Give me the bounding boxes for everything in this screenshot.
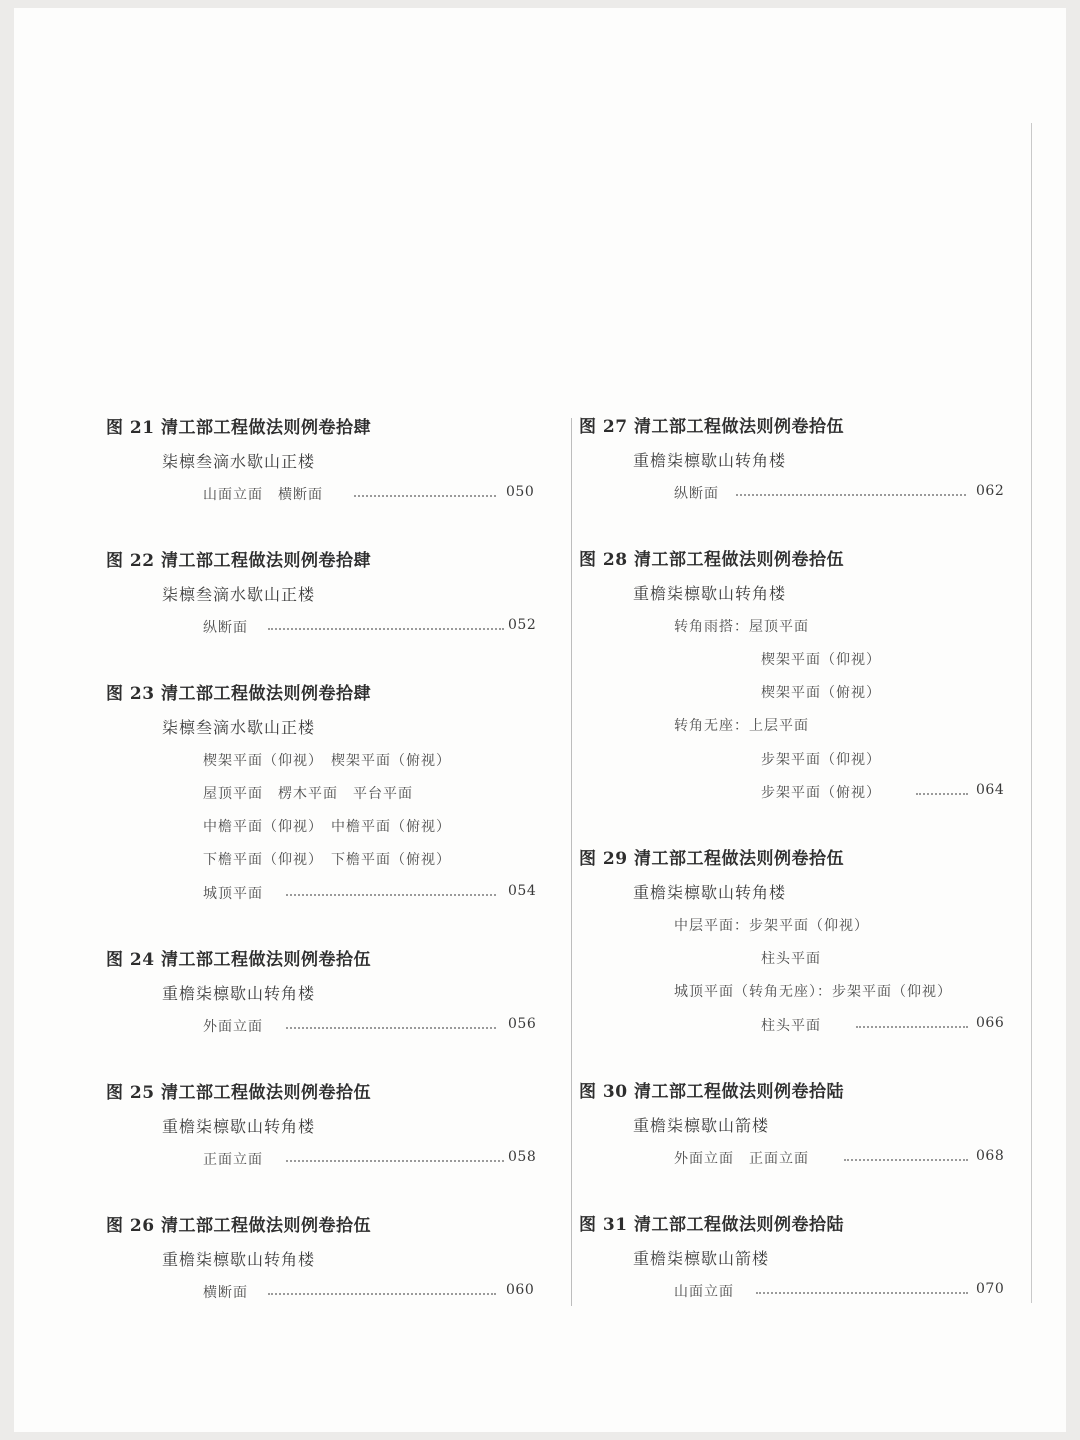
drawing-list: 步架平面（仰视）	[761, 752, 881, 768]
drawing-list: 纵断面	[203, 620, 248, 636]
dot-leader	[736, 494, 966, 496]
page-number: 070	[976, 1281, 1005, 1297]
drawing-list: 柱头平面	[761, 951, 821, 967]
drawing-list: 柱头平面	[761, 1018, 821, 1034]
building-name: 重檐柒檩歇山箭楼	[633, 1116, 770, 1135]
figure-title: 图 29 清工部工程做法则例卷拾伍	[579, 849, 844, 869]
drawing-list: 横断面	[203, 1285, 248, 1301]
building-name: 柒檩叁滴水歇山正楼	[162, 452, 316, 471]
page-number: 064	[976, 782, 1005, 798]
building-name: 重檐柒檩歇山转角楼	[633, 451, 787, 470]
dot-leader	[856, 1026, 968, 1028]
dot-leader	[354, 495, 496, 497]
dot-leader	[756, 1292, 968, 1294]
page-edge-rule	[1031, 123, 1032, 1303]
dot-leader	[268, 1293, 496, 1295]
dot-leader	[286, 1160, 504, 1162]
dot-leader	[268, 628, 504, 630]
page-number: 062	[976, 483, 1005, 499]
building-name: 重檐柒檩歇山转角楼	[162, 1117, 316, 1136]
figure-title: 图 28 清工部工程做法则例卷拾伍	[579, 550, 844, 570]
figure-title: 图 22 清工部工程做法则例卷拾肆	[106, 551, 371, 571]
drawing-list: 城顶平面	[203, 886, 263, 902]
building-name: 柒檩叁滴水歇山正楼	[162, 718, 316, 737]
figure-title: 图 24 清工部工程做法则例卷拾伍	[106, 950, 371, 970]
drawing-list: 城顶平面（转角无座）：步架平面（仰视）	[674, 984, 952, 1000]
drawing-list: 纵断面	[674, 486, 719, 502]
building-name: 重檐柒檩歇山转角楼	[633, 883, 787, 902]
drawing-list: 楔架平面（仰视）	[761, 652, 881, 668]
drawing-list: 外面立面	[203, 1019, 263, 1035]
building-name: 重檐柒檩歇山箭楼	[633, 1249, 770, 1268]
drawing-list: 山面立面	[674, 1284, 734, 1300]
figure-title: 图 23 清工部工程做法则例卷拾肆	[106, 684, 371, 704]
figure-title: 图 21 清工部工程做法则例卷拾肆	[106, 418, 371, 438]
drawing-list: 中层平面：步架平面（仰视）	[674, 918, 869, 934]
dot-leader	[286, 1027, 496, 1029]
drawing-list: 外面立面 正面立面	[674, 1151, 809, 1167]
page-number: 054	[508, 883, 537, 899]
drawing-list: 转角雨搭：屋顶平面	[674, 619, 809, 635]
drawing-list: 楔架平面（仰视） 楔架平面（俯视）	[203, 753, 451, 769]
book-page	[14, 8, 1066, 1432]
dot-leader	[916, 793, 968, 795]
building-name: 柒檩叁滴水歇山正楼	[162, 585, 316, 604]
page-number: 068	[976, 1148, 1005, 1164]
drawing-list: 楔架平面（俯视）	[761, 685, 881, 701]
page-number: 056	[508, 1016, 537, 1032]
drawing-list: 步架平面（俯视）	[761, 785, 881, 801]
drawing-list: 下檐平面（仰视） 下檐平面（俯视）	[203, 852, 451, 868]
drawing-list: 山面立面 横断面	[203, 487, 323, 503]
drawing-list: 屋顶平面 楞木平面 平台平面	[203, 786, 413, 802]
page-number: 050	[506, 484, 535, 500]
dot-leader	[844, 1159, 968, 1161]
building-name: 重檐柒檩歇山转角楼	[633, 584, 787, 603]
drawing-list: 中檐平面（仰视） 中檐平面（俯视）	[203, 819, 451, 835]
figure-title: 图 30 清工部工程做法则例卷拾陆	[579, 1082, 844, 1102]
figure-title: 图 25 清工部工程做法则例卷拾伍	[106, 1083, 371, 1103]
drawing-list: 转角无座：上层平面	[674, 718, 809, 734]
page-number: 066	[976, 1015, 1005, 1031]
drawing-list: 正面立面	[203, 1152, 263, 1168]
figure-title: 图 26 清工部工程做法则例卷拾伍	[106, 1216, 371, 1236]
figure-title: 图 27 清工部工程做法则例卷拾伍	[579, 417, 844, 437]
building-name: 重檐柒檩歇山转角楼	[162, 984, 316, 1003]
figure-title: 图 31 清工部工程做法则例卷拾陆	[579, 1215, 844, 1235]
dot-leader	[286, 894, 496, 896]
page-number: 052	[508, 617, 537, 633]
page-number: 058	[508, 1149, 537, 1165]
building-name: 重檐柒檩歇山转角楼	[162, 1250, 316, 1269]
column-divider	[571, 418, 572, 1306]
page-number: 060	[506, 1282, 535, 1298]
